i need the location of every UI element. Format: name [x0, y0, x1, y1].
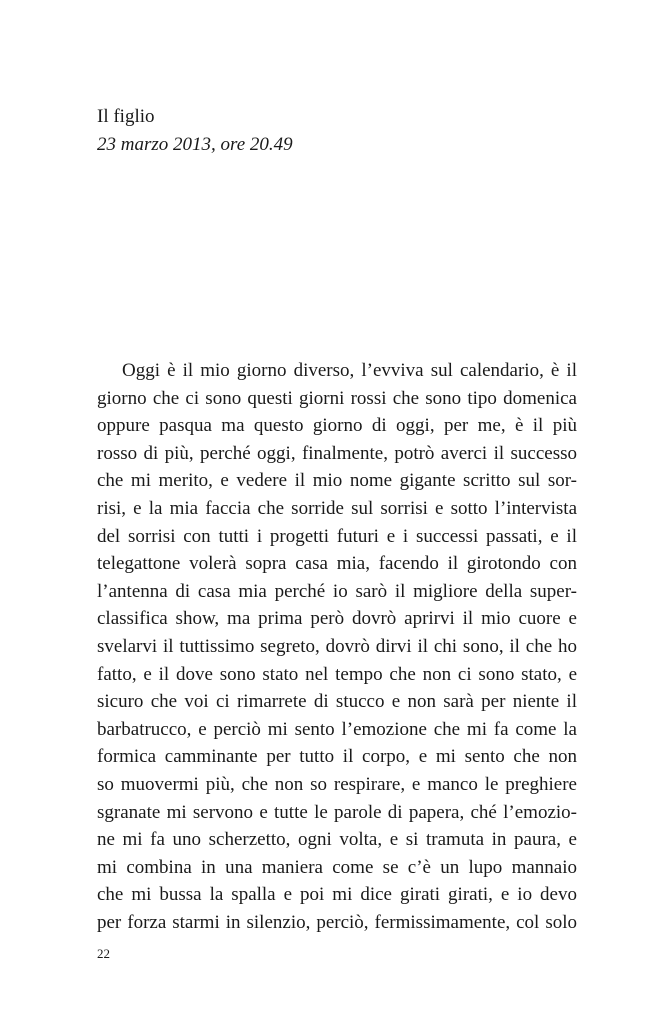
- text-line: che mi bussa la spalla e poi mi dice girati girati, e io devo: [97, 884, 577, 906]
- text-line: fatto, e il dove sono stato nel tempo che non ci sono stato, e: [97, 663, 577, 685]
- text-line: giorno che ci sono questi giorni rossi che sono tipo domenica: [97, 387, 577, 409]
- text-line: sgranate mi servono e tutte le parole di papera, ché l’emozio-: [97, 801, 577, 823]
- page-number: 22: [97, 946, 110, 961]
- text-line: telegattone volerà sopra casa mia, facendo il girotondo con: [97, 553, 577, 575]
- chapter-heading: [97, 103, 293, 159]
- text-line: risi, e la mia faccia che sorride sul sorrisi e sotto l’intervista: [97, 497, 577, 519]
- text-line: l’antenna di casa mia perché io sarò il migliore della super-: [97, 580, 577, 602]
- body-paragraph: [97, 357, 577, 936]
- chapter-title: Il figlio: [97, 106, 155, 127]
- chapter-date: 23 marzo 2013, ore 20.49: [97, 134, 293, 155]
- text-line: del sorrisi con tutti i progetti futuri e i successi passati, e il: [97, 525, 577, 547]
- text-line: sicuro che voi ci rimarrete di stucco e non sarà per niente il: [97, 691, 577, 713]
- text-line: ne mi fa uno scherzetto, ogni volta, e si tramuta in paura, e: [97, 829, 577, 851]
- text-line: rosso di più, perché oggi, finalmente, potrò averci il successo: [97, 442, 577, 464]
- text-line: so muovermi più, che non so respirare, e manco le preghiere: [97, 773, 577, 795]
- text-line: che mi merito, e vedere il mio nome gigante scritto sul sor-: [97, 470, 577, 492]
- text-line: per forza starmi in silenzio, perciò, fermissimamente, col solo: [97, 911, 577, 933]
- text-line: Oggi è il mio giorno diverso, l’evviva sul calendario, è il: [122, 360, 577, 381]
- text-line: classifica show, ma prima però dovrò aprirvi il mio cuore e: [97, 608, 577, 630]
- text-line: mi combina in una maniera come se c’è un lupo mannaio: [97, 856, 577, 878]
- text-line: oppure pasqua ma questo giorno di oggi, per me, è il più: [97, 415, 577, 437]
- text-line: svelarvi il tuttissimo segreto, dovrò dirvi il chi sono, il che ho: [97, 635, 577, 657]
- text-line: barbatrucco, e perciò mi sento l’emozione che mi fa come la: [97, 718, 577, 740]
- text-line: formica camminante per tutto il corpo, e mi sento che non: [97, 746, 577, 768]
